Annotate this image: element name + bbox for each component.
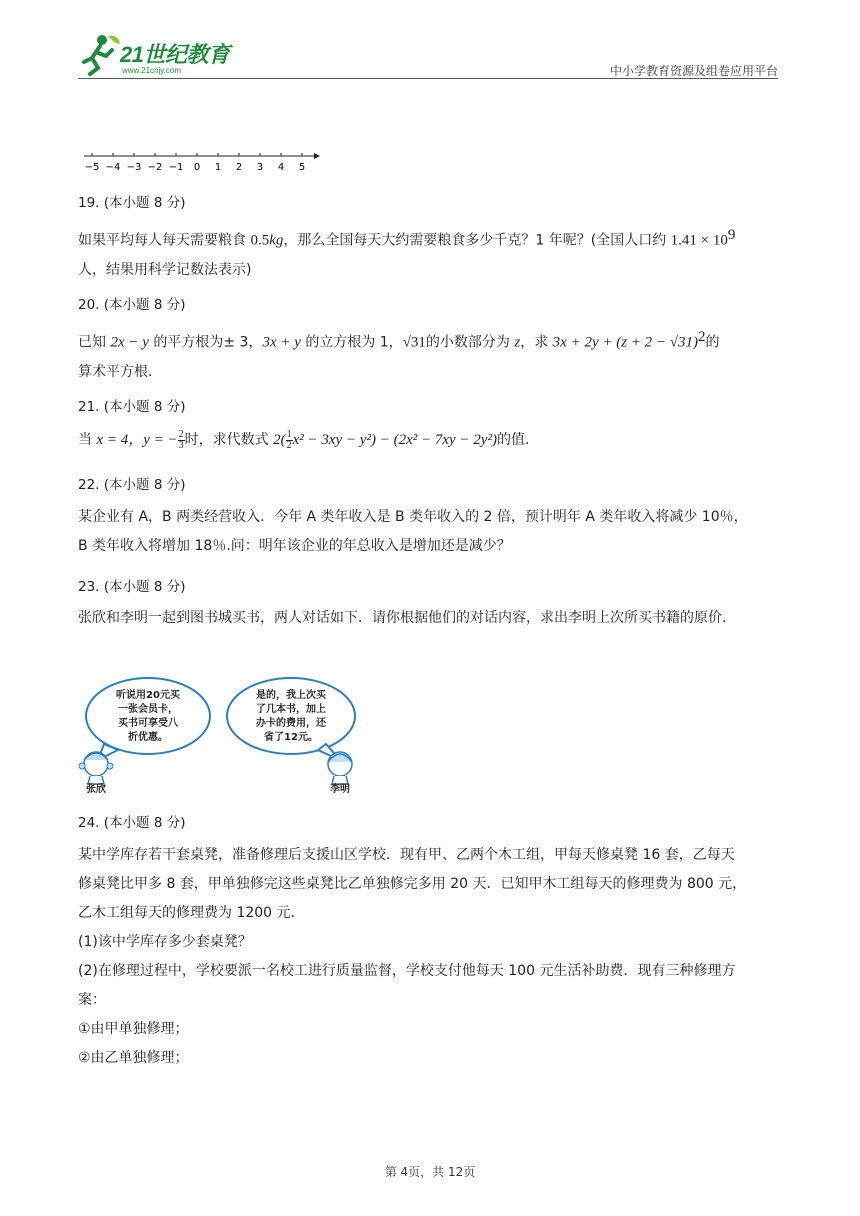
q20-heading: 20. (本小题 8 分) bbox=[78, 297, 186, 313]
q24-sub2b: 案： bbox=[78, 992, 106, 1008]
q20-t1: 已知 bbox=[78, 334, 111, 351]
q24-opt2: ②由乙单独修理； bbox=[78, 1050, 189, 1066]
q22-line2: B 类年收入将增加 18％.问：明年该企业的年总收入是增加还是减少？ bbox=[78, 538, 511, 554]
q24-heading: 24. (本小题 8 分) bbox=[78, 815, 186, 831]
q20-t4: 的小数部分为 bbox=[425, 334, 515, 351]
q20-e1: 2x − y bbox=[110, 334, 149, 351]
number-line-label: 0 bbox=[193, 162, 201, 173]
q21-t2: 时，求代数式 bbox=[184, 432, 274, 448]
boy-figure-icon bbox=[328, 752, 352, 784]
q23-heading: 23. (本小题 8 分) bbox=[78, 579, 186, 595]
q22-line1: 某企业有 A，B 两类经营收入．今年 A 类年收入是 B 类年收入的 2 倍，预计明年 A 类年收入将减少 10％， bbox=[78, 509, 748, 525]
runner-logo-icon bbox=[78, 32, 122, 76]
q24-opt1: ①由甲单独修理； bbox=[78, 1021, 189, 1037]
right-bubble-line-4: 省了12元。 bbox=[264, 732, 318, 743]
q19-t3: 人，结果用科学记数法表示) bbox=[78, 261, 252, 278]
q24-text bbox=[78, 841, 783, 1073]
left-bubble-line-1: 听说用20元买 bbox=[116, 690, 180, 701]
girl-figure-icon bbox=[79, 752, 113, 784]
number-line-label: −1 bbox=[168, 162, 184, 173]
dialogue-illustration bbox=[78, 676, 368, 796]
q21-text bbox=[78, 426, 783, 455]
right-bubble-line-3: 办卡的费用，还 bbox=[256, 718, 326, 729]
q24-sub2a: (2)在修理过程中，学校要派一名校工进行质量监督，学校支付他每天 100 元生活补助费．现有三种修理方 bbox=[78, 963, 736, 979]
q23-text bbox=[78, 604, 783, 633]
q20-e2: 3x + y bbox=[262, 334, 301, 351]
q21-t3: 的值. bbox=[496, 432, 530, 448]
q19-t2: ，那么全国每天大约需要粮食多少千克？1 年呢？(全国人口约 bbox=[283, 232, 671, 249]
q21-frac-den: 3 bbox=[178, 439, 184, 451]
number-line-label: 3 bbox=[256, 162, 264, 173]
number-line-label: −4 bbox=[105, 162, 121, 173]
q20-sqrt: √31 bbox=[402, 334, 426, 351]
logo bbox=[78, 30, 238, 80]
q20-z: z bbox=[514, 334, 521, 351]
q21-fraction bbox=[178, 430, 185, 451]
q21-x: x = 4，y = − bbox=[96, 432, 178, 448]
header-divider bbox=[78, 78, 778, 79]
number-line-label: 4 bbox=[277, 162, 285, 173]
q21-expr-a: 2( bbox=[273, 432, 286, 448]
number-line bbox=[84, 148, 324, 178]
name-liming: 李明 bbox=[330, 784, 350, 795]
q20-t7: 算术平方根. bbox=[78, 363, 153, 380]
q20-t6: 的 bbox=[705, 334, 720, 351]
number-line-label: 2 bbox=[235, 162, 243, 173]
q20-t2: 的平方根为± 3， bbox=[148, 334, 263, 351]
q19-heading: 19. (本小题 8 分) bbox=[78, 195, 186, 211]
number-line-label: −2 bbox=[147, 162, 163, 173]
q20-e3-exp: 2 bbox=[698, 329, 706, 345]
q20-t5: ，求 bbox=[520, 334, 553, 351]
q19-pop-exp: 9 bbox=[727, 227, 736, 243]
q23-line1: 张欣和李明一起到图书城买书，两人对话如下．请你根据他们的对话内容，求出李明上次所买书籍的原价. bbox=[78, 610, 727, 626]
q19-unit: kg bbox=[269, 232, 284, 249]
logo-url: www.21cnjy.com bbox=[122, 66, 181, 75]
page-header bbox=[78, 30, 778, 80]
q20-t3: 的立方根为 1， bbox=[300, 334, 403, 351]
q24-line2: 修桌凳比甲多 8 套，甲单独修完这些桌凳比乙单独修完多用 20 天．已知甲木工组每天的修理费为 800 元， bbox=[78, 876, 747, 892]
page-footer: 第 4页，共 12页 bbox=[384, 1165, 476, 1179]
left-bubble-line-2: 一张会员卡， bbox=[118, 704, 178, 715]
number-line-label: 5 bbox=[298, 162, 306, 173]
q24-sub1: (1)该中学库存多少套桌凳？ bbox=[78, 934, 252, 950]
number-line-label: −3 bbox=[126, 162, 142, 173]
q21-t1: 当 bbox=[78, 432, 97, 448]
q21-half bbox=[286, 430, 293, 451]
q19-val: 0.5 bbox=[250, 232, 270, 249]
left-bubble-line-3: 买书可享受八 bbox=[118, 718, 178, 729]
q21-expr-b: x² − 3xy − y²) − (2x² − 7xy − 2y²) bbox=[292, 432, 497, 448]
q21-half-den: 2 bbox=[286, 439, 292, 451]
name-zhangxin: 张欣 bbox=[86, 784, 106, 795]
q20-e3: 3x + 2y + (z + 2 − √31) bbox=[552, 334, 699, 351]
q21-half-num: 1 bbox=[286, 428, 292, 440]
q21-heading: 21. (本小题 8 分) bbox=[78, 399, 186, 415]
platform-name: 中小学教育资源及组卷应用平台 bbox=[609, 64, 778, 78]
q20-text bbox=[78, 323, 783, 387]
left-bubble-line-4: 折优惠。 bbox=[128, 732, 168, 743]
q22-heading: 22. (本小题 8 分) bbox=[78, 477, 186, 493]
q19-text bbox=[78, 221, 783, 285]
number-line-label: −5 bbox=[84, 162, 100, 173]
q19-t1: 如果平均每人每天需要粮食 bbox=[78, 232, 251, 249]
q22-text bbox=[78, 503, 783, 561]
number-line-label: 1 bbox=[214, 162, 222, 173]
logo-text: 21世纪教育 bbox=[120, 42, 230, 67]
q21-frac-num: 2 bbox=[178, 428, 184, 440]
q24-line1: 某中学库存若干套桌凳，准备修理后支援山区学校．现有甲、乙两个木工组，甲每天修桌凳 16 套，乙每天 bbox=[78, 847, 735, 863]
right-bubble-line-1: 是的，我上次买 bbox=[256, 690, 326, 701]
right-bubble-line-2: 了几本书，加上 bbox=[256, 704, 326, 715]
q19-pop: 1.41 × 10 bbox=[670, 232, 728, 249]
q24-line3: 乙木工组每天的修理费为 1200 元． bbox=[78, 905, 305, 921]
